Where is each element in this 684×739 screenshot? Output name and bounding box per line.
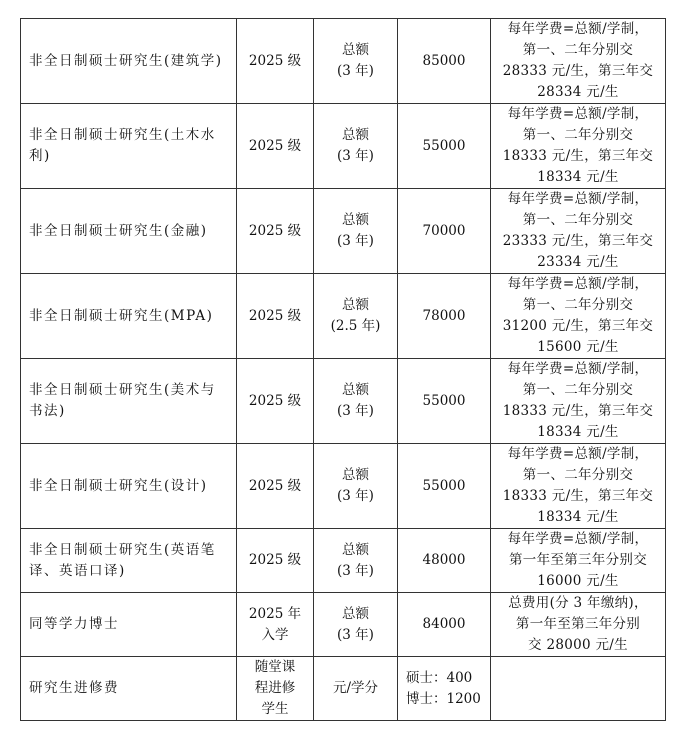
payment-note-cell: 每年学费=总额/学制， 第一、二年分别交 18333 元/生，第三年交 18334 元/生 [491, 104, 666, 189]
amount-cell: 55000 [398, 104, 491, 189]
table-row [21, 189, 666, 274]
table-row [21, 359, 666, 444]
fee-basis-cell: 总额 (3 年) [314, 593, 398, 657]
fee-basis-cell: 总额 (2.5 年) [314, 274, 398, 359]
grade-cell: 2025 级 [237, 444, 314, 529]
grade-cell: 2025 级 [237, 189, 314, 274]
program-cell: 同等学力博士 [21, 593, 237, 657]
program-cell: 非全日制硕士研究生(MPA) [21, 274, 237, 359]
amount-cell: 55000 [398, 359, 491, 444]
program-cell: 非全日制硕士研究生(设计) [21, 444, 237, 529]
fee-basis-cell: 总额 (3 年) [314, 104, 398, 189]
table-row [21, 274, 666, 359]
fee-basis-cell: 总额 (3 年) [314, 19, 398, 104]
grade-cell: 2025 年 入学 [237, 593, 314, 657]
amount-cell: 78000 [398, 274, 491, 359]
amount-cell: 85000 [398, 19, 491, 104]
table-row [21, 593, 666, 657]
payment-note-cell: 每年学费=总额/学制， 第一、二年分别交 31200 元/生，第三年交 15600 元/生 [491, 274, 666, 359]
grade-cell: 2025 级 [237, 104, 314, 189]
program-cell: 非全日制硕士研究生(金融) [21, 189, 237, 274]
fee-basis-cell: 总额 (3 年) [314, 444, 398, 529]
fee-basis-cell: 元/学分 [314, 657, 398, 721]
grade-cell: 随堂课 程进修 学生 [237, 657, 314, 721]
table-row [21, 444, 666, 529]
payment-note-cell: 每年学费=总额/学制， 第一、二年分别交 18333 元/生，第三年交 18334 元/生 [491, 359, 666, 444]
grade-cell: 2025 级 [237, 274, 314, 359]
program-cell: 非全日制硕士研究生(英语笔 译、英语口译) [21, 529, 237, 593]
payment-note-cell: 每年学费=总额/学制， 第一、二年分别交 28333 元/生，第三年交 28334 元/生 [491, 19, 666, 104]
amount-cell: 48000 [398, 529, 491, 593]
amount-cell: 硕士：400 博士：1200 [398, 657, 491, 721]
payment-note-cell: 每年学费=总额/学制， 第一、二年分别交 18333 元/生，第三年交 18334 元/生 [491, 444, 666, 529]
fee-basis-cell: 总额 (3 年) [314, 359, 398, 444]
program-cell: 研究生进修费 [21, 657, 237, 721]
payment-note-cell: 每年学费=总额/学制， 第一、二年分别交 23333 元/生，第三年交 23334 元/生 [491, 189, 666, 274]
tuition-table [20, 18, 666, 721]
amount-cell: 84000 [398, 593, 491, 657]
amount-cell: 55000 [398, 444, 491, 529]
payment-note-cell [491, 657, 666, 721]
table-row [21, 529, 666, 593]
table-row [21, 104, 666, 189]
grade-cell: 2025 级 [237, 359, 314, 444]
program-cell: 非全日制硕士研究生(土木水 利) [21, 104, 237, 189]
fee-basis-cell: 总额 (3 年) [314, 529, 398, 593]
fee-basis-cell: 总额 (3 年) [314, 189, 398, 274]
payment-note-cell: 每年学费=总额/学制， 第一年至第三年分别交 16000 元/生 [491, 529, 666, 593]
table-row [21, 19, 666, 104]
program-cell: 非全日制硕士研究生(美术与 书法) [21, 359, 237, 444]
grade-cell: 2025 级 [237, 19, 314, 104]
payment-note-cell: 总费用(分 3 年缴纳)， 第一年至第三年分别 交 28000 元/生 [491, 593, 666, 657]
amount-cell: 70000 [398, 189, 491, 274]
program-cell: 非全日制硕士研究生(建筑学) [21, 19, 237, 104]
table-row [21, 657, 666, 721]
grade-cell: 2025 级 [237, 529, 314, 593]
